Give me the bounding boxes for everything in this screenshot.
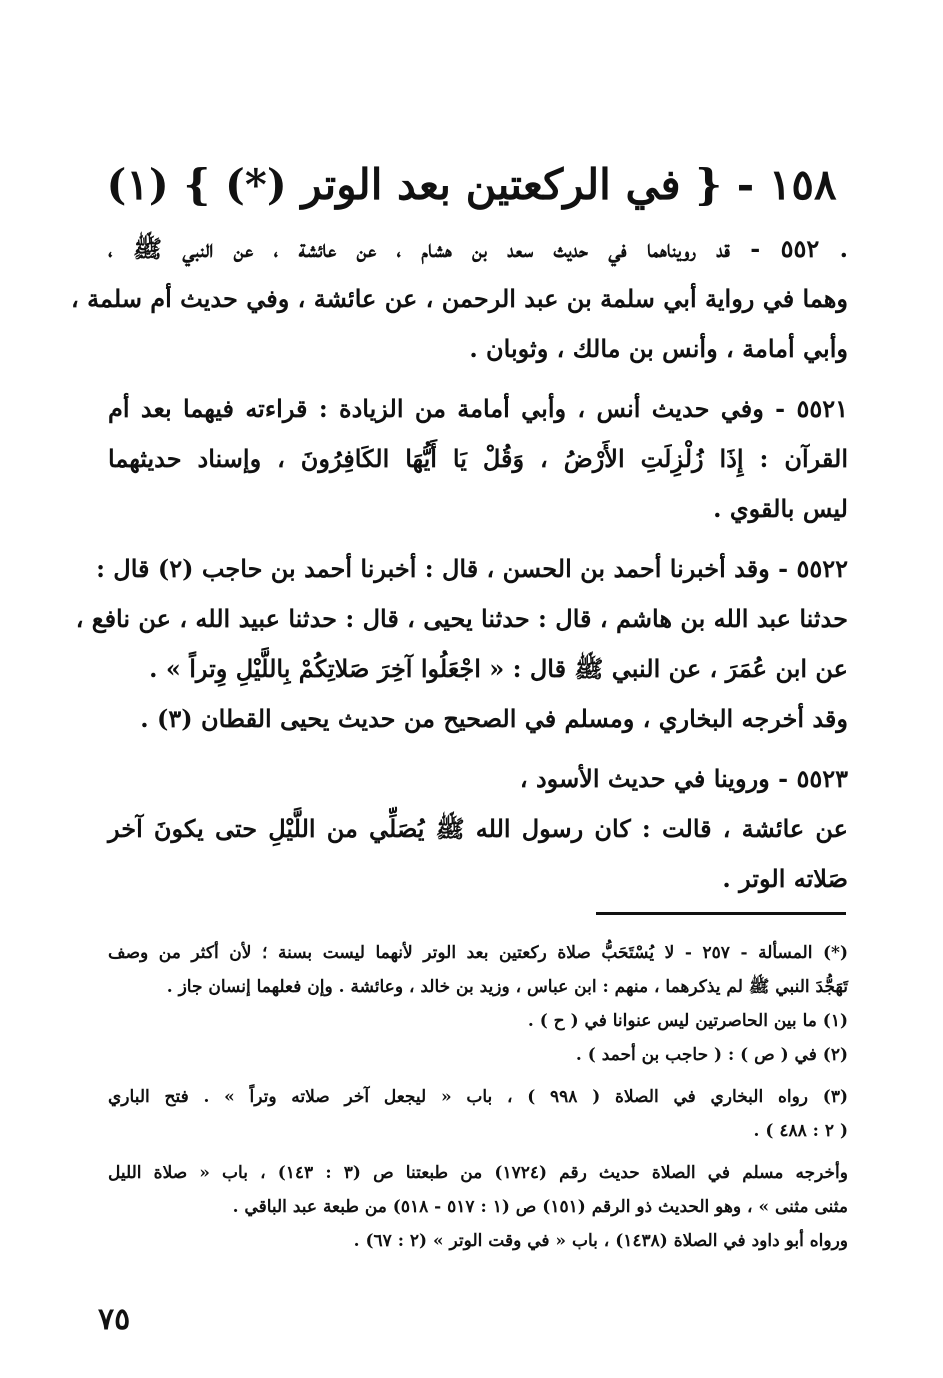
footnote-line: (١) ما بين الحاصرتين ليس عنوانا في ( ح ) . (527, 1011, 848, 1031)
footnote-3 (108, 1080, 848, 1148)
footnote-separator (596, 912, 846, 915)
footnote-line: مثنى مثنى » ، وهو الحديث ذو الرقم (١٥١) ص (١ : ٥١٧ - ٥١٨) من طبعة عبد الباقي . (232, 1197, 848, 1217)
footnote-2 (108, 1038, 848, 1072)
footnote-1 (108, 1004, 848, 1038)
text-line: وأبي أمامة ، وأنس بن مالك ، وثوبان . (469, 334, 848, 363)
paragraph-5523 (108, 754, 848, 904)
text-line: ٥٥٢٣ - وروينا في حديث الأسود ، (519, 764, 848, 793)
footnotes (108, 936, 848, 1258)
footnote-line: وأخرجه مسلم في الصلاة حديث رقم (١٧٢٤) من طبعتنا ص (٣ : ١٤٣) ، باب « صلاة الليل (108, 1163, 848, 1183)
text-line: حدثنا عبد الله بن هاشم ، قال : حدثنا يحيى ، قال : حدثنا عبيد الله ، عن نافع ، (75, 604, 848, 633)
text-line: عن ابن عُمَرَ ، عن النبي ﷺ قال : « اجْعَلُوا آخِرَ صَلاتِكُمْ بِاللَّيْلِ وِتراً » . (149, 654, 848, 683)
footnote-line: تَهَجُّدَ النبي ﷺ لم يذكرهما ، منهم : ابن عباس ، وزيد بن خالد ، وعائشة . وإن فعلهما إنسان جاز . (166, 977, 848, 997)
paragraph-5522 (75, 544, 848, 744)
footnote-line: ورواه أبو داود في الصلاة (١٤٣٨) ، باب « في وقت الوتر » (٢ : ٦٧) . (353, 1231, 848, 1251)
footnote-3-abudawud (108, 1224, 848, 1258)
text-line: ٥٥٢٢ - وقد أخبرنا أحمد بن الحسن ، قال : أخبرنا أحمد بن حاجب (٢) قال : (96, 554, 848, 583)
text-line: القرآن : إِذَا زُلْزِلَتِ الأَرْضُ ، وَقُلْ يَا أَيُّهَا الكَافِرُونَ ، وإسناد حديثهما (108, 444, 848, 473)
text-line: وهما في رواية أبي سلمة بن عبد الرحمن ، عن عائشة ، وفي حديث أم سلمة ، (71, 284, 848, 313)
paragraph-552 (71, 224, 848, 374)
chapter-title: ١٥٨ - { في الركعتين بعد الوتر (*) } (١) (106, 160, 837, 209)
text-line: صَلاته الوتر . (722, 864, 848, 893)
footnote-line: (٣) رواه البخاري في الصلاة ( ٩٩٨ ) ، باب « ليجعل آخر صلاته وتراً » . فتح الباري (108, 1087, 848, 1107)
paragraph-5521 (108, 384, 848, 534)
main-text (71, 224, 848, 914)
page-number: ٧٥ (98, 1302, 131, 1337)
text-line: وقد أخرجه البخاري ، ومسلم في الصحيح من حديث يحيى القطان (٣) . (140, 704, 848, 733)
footnote-line: (*) المسألة - ٢٥٧ - لا يُسْتَحَبُّ صلاة ركعتين بعد الوتر لأنهما ليست بسنة ؛ لأن أكثر من وصف (108, 943, 848, 963)
text-line: ٥٥٢١ - وفي حديث أنس ، وأبي أمامة من الزيادة : قراءته فيهما بعد أم (108, 394, 848, 423)
footnote-issue (108, 936, 848, 1004)
footnote-line: (٢) في ( ص ) : ( حاجب بن أحمد ) . (575, 1045, 848, 1065)
text-line: عن عائشة ، قالت : كان رسول الله ﷺ يُصَلِّي من اللَّيْلِ حتى يكونَ آخر (108, 814, 848, 843)
text-line: ليس بالقوي . (713, 494, 848, 523)
footnote-line: ( ٢ : ٤٨٨ ) . (753, 1121, 848, 1141)
footnote-3-muslim (108, 1156, 848, 1224)
text-line: . ٥٥٢ - قد رويناهما في حديث سعد بن هشام ، عن عائشة ، عن النبي ﷺ ، (108, 234, 848, 263)
